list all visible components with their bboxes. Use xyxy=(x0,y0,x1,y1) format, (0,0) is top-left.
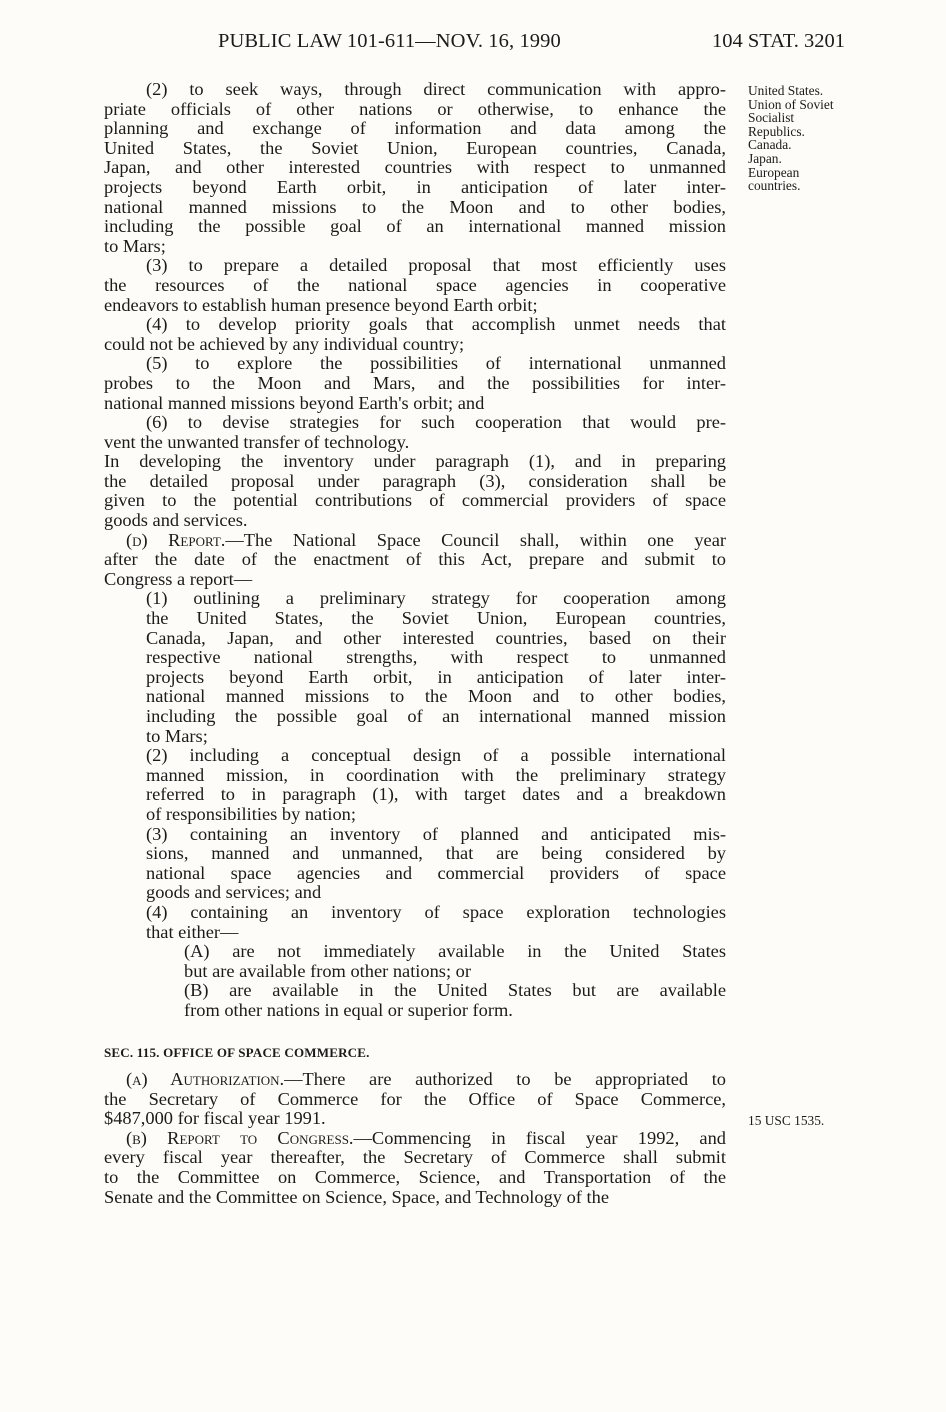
text-line: (3) to prepare a detailed proposal that most efficiently uses xyxy=(146,255,726,276)
text-line: national manned missions beyond Earth's orbit; and xyxy=(104,392,485,413)
text-line: In developing the inventory under paragraph (1), and in preparing xyxy=(104,451,726,472)
subsection-d-item-A xyxy=(104,942,726,981)
subsection-d-body xyxy=(104,550,726,589)
text-line: sions, manned and unmanned, that are being considered by xyxy=(146,843,726,864)
text-line: manned mission, in coordination with the preliminary strategy xyxy=(146,764,726,785)
margin-note-line: United States. xyxy=(748,83,824,98)
text-line: to Mars; xyxy=(146,725,208,746)
subsection-d-item-3 xyxy=(104,825,726,903)
text-line: could not be achieved by any individual country; xyxy=(104,333,465,354)
text-line: Canada, Japan, and other interested countries, based on their xyxy=(146,627,726,648)
text-line: the resources of the national space agencies in cooperative xyxy=(104,274,726,295)
text-line: Congress a report— xyxy=(104,568,253,589)
margin-note-line: Republics. xyxy=(748,123,805,139)
subsection-d-item-1 xyxy=(104,589,726,746)
text-line: from other nations in equal or superior form. xyxy=(184,999,513,1020)
margin-note-line: countries. xyxy=(748,178,801,194)
text-line: priate officials of other nations or otherwise, to enhance the xyxy=(104,98,726,119)
document-body xyxy=(104,80,726,1207)
text-line: United States, the Soviet Union, European countries, Canada, xyxy=(104,137,726,158)
text-line: including the possible goal of an international manned mission xyxy=(146,706,726,726)
margin-note-usc: 15 USC 1535. xyxy=(748,1113,825,1128)
text-line: (2) to seek ways, through direct communication with appro- xyxy=(146,79,726,99)
text-line: projects beyond Earth orbit, in anticipation of later inter- xyxy=(104,176,726,197)
subsection-d-item-4 xyxy=(104,903,726,942)
margin-note-line: Union of Soviet xyxy=(748,96,834,112)
text-line: referred to in paragraph (1), with target dates and a breakdown xyxy=(146,784,726,805)
paragraph-3 xyxy=(104,256,726,315)
text-line: national manned missions to the Moon and to other bodies, xyxy=(104,196,726,217)
paragraph-5 xyxy=(104,354,726,413)
text-line: $487,000 for fiscal year 1991. xyxy=(104,1108,326,1129)
subsection-b-heading: (b) Report to Congress. xyxy=(126,1127,354,1148)
subsection-b-text: —Commencing in fiscal year 1992, and xyxy=(353,1127,726,1148)
section-115-heading: SEC. 115. OFFICE OF SPACE COMMERCE. xyxy=(104,1044,370,1060)
subsection-a-first-line xyxy=(104,1070,726,1090)
paragraph-6 xyxy=(104,413,726,452)
paragraph-2 xyxy=(104,80,726,256)
text-line: probes to the Moon and Mars, and the possibilities for inter- xyxy=(104,372,726,393)
subsection-d-heading: (d) Report. xyxy=(126,529,226,550)
page-header-stat: 104 STAT. 3201 xyxy=(712,30,845,52)
subsection-d-item-B xyxy=(104,981,726,1020)
text-line: the Secretary of Commerce for the Office of Space Commerce, xyxy=(104,1088,726,1109)
subsection-a-heading: (a) Authorization. xyxy=(126,1069,285,1090)
subsection-a-text: —There are authorized to be appropriated to xyxy=(284,1069,726,1090)
margin-note-countries xyxy=(748,84,834,193)
text-line: respective national strengths, with respect to unmanned xyxy=(146,647,726,668)
text-line: vent the unwanted transfer of technology. xyxy=(104,431,410,452)
text-line: of responsibilities by nation; xyxy=(146,803,356,824)
margin-note-line: Socialist xyxy=(748,110,795,126)
flush-paragraph xyxy=(104,452,726,530)
text-line: every fiscal year thereafter, the Secretary of Commerce shall submit xyxy=(104,1147,726,1168)
text-line: given to the potential contributions of commercial providers of space xyxy=(104,490,726,511)
text-line: (6) to devise strategies for such cooperation that would pre- xyxy=(146,412,726,433)
text-line: the detailed proposal under paragraph (3), consideration shall be xyxy=(104,470,726,491)
text-line: projects beyond Earth orbit, in anticipation of later inter- xyxy=(146,666,726,687)
text-line: endeavors to establish human presence beyond Earth orbit; xyxy=(104,294,538,315)
text-line: national space agencies and commercial providers of space xyxy=(146,862,726,883)
text-line: but are available from other nations; or xyxy=(184,960,471,981)
subsection-d-text: —The National Space Council shall, within one year xyxy=(225,529,726,550)
text-line: (B) are available in the United States but are available xyxy=(184,980,726,1001)
margin-note-line: Canada. xyxy=(748,137,792,153)
text-line: (4) to develop priority goals that accomplish unmet needs that xyxy=(146,314,726,335)
margin-note-line: Japan. xyxy=(748,150,782,166)
subsection-d-first-line xyxy=(104,531,726,551)
subsection-b-first-line xyxy=(104,1129,726,1149)
text-line: Senate and the Committee on Science, Space, and Technology of the xyxy=(104,1186,609,1207)
text-line: Japan, and other interested countries with respect to unmanned xyxy=(104,157,726,178)
text-line: (A) are not immediately available in the United States xyxy=(184,941,726,962)
margin-note-line: European xyxy=(748,164,800,180)
text-line: goods and services; and xyxy=(146,882,322,903)
text-line: after the date of the enactment of this Act, prepare and submit to xyxy=(104,549,726,570)
text-line: (4) containing an inventory of space exploration technologies xyxy=(146,901,726,922)
text-line: including the possible goal of an international manned mission xyxy=(104,216,726,237)
page-header-title: PUBLIC LAW 101-611—NOV. 16, 1990 xyxy=(218,30,561,52)
text-line: (2) including a conceptual design of a possible international xyxy=(146,745,726,766)
text-line: (3) containing an inventory of planned and anticipated mis- xyxy=(146,823,726,844)
text-line: that either— xyxy=(146,921,239,942)
text-line: to Mars; xyxy=(104,235,166,256)
subsection-b-body xyxy=(104,1148,726,1207)
text-line: national manned missions to the Moon and to other bodies, xyxy=(146,686,726,707)
text-line: (1) outlining a preliminary strategy for cooperation among xyxy=(146,588,726,609)
subsection-a-body xyxy=(104,1090,726,1129)
text-line: planning and exchange of information and data among the xyxy=(104,118,726,139)
text-line: goods and services. xyxy=(104,510,248,531)
text-line: (5) to explore the possibilities of international unmanned xyxy=(146,353,726,374)
text-line: to the Committee on Commerce, Science, and Transportation of the xyxy=(104,1167,726,1188)
subsection-d-item-2 xyxy=(104,746,726,824)
paragraph-4 xyxy=(104,315,726,354)
text-line: the United States, the Soviet Union, European countries, xyxy=(146,608,726,629)
